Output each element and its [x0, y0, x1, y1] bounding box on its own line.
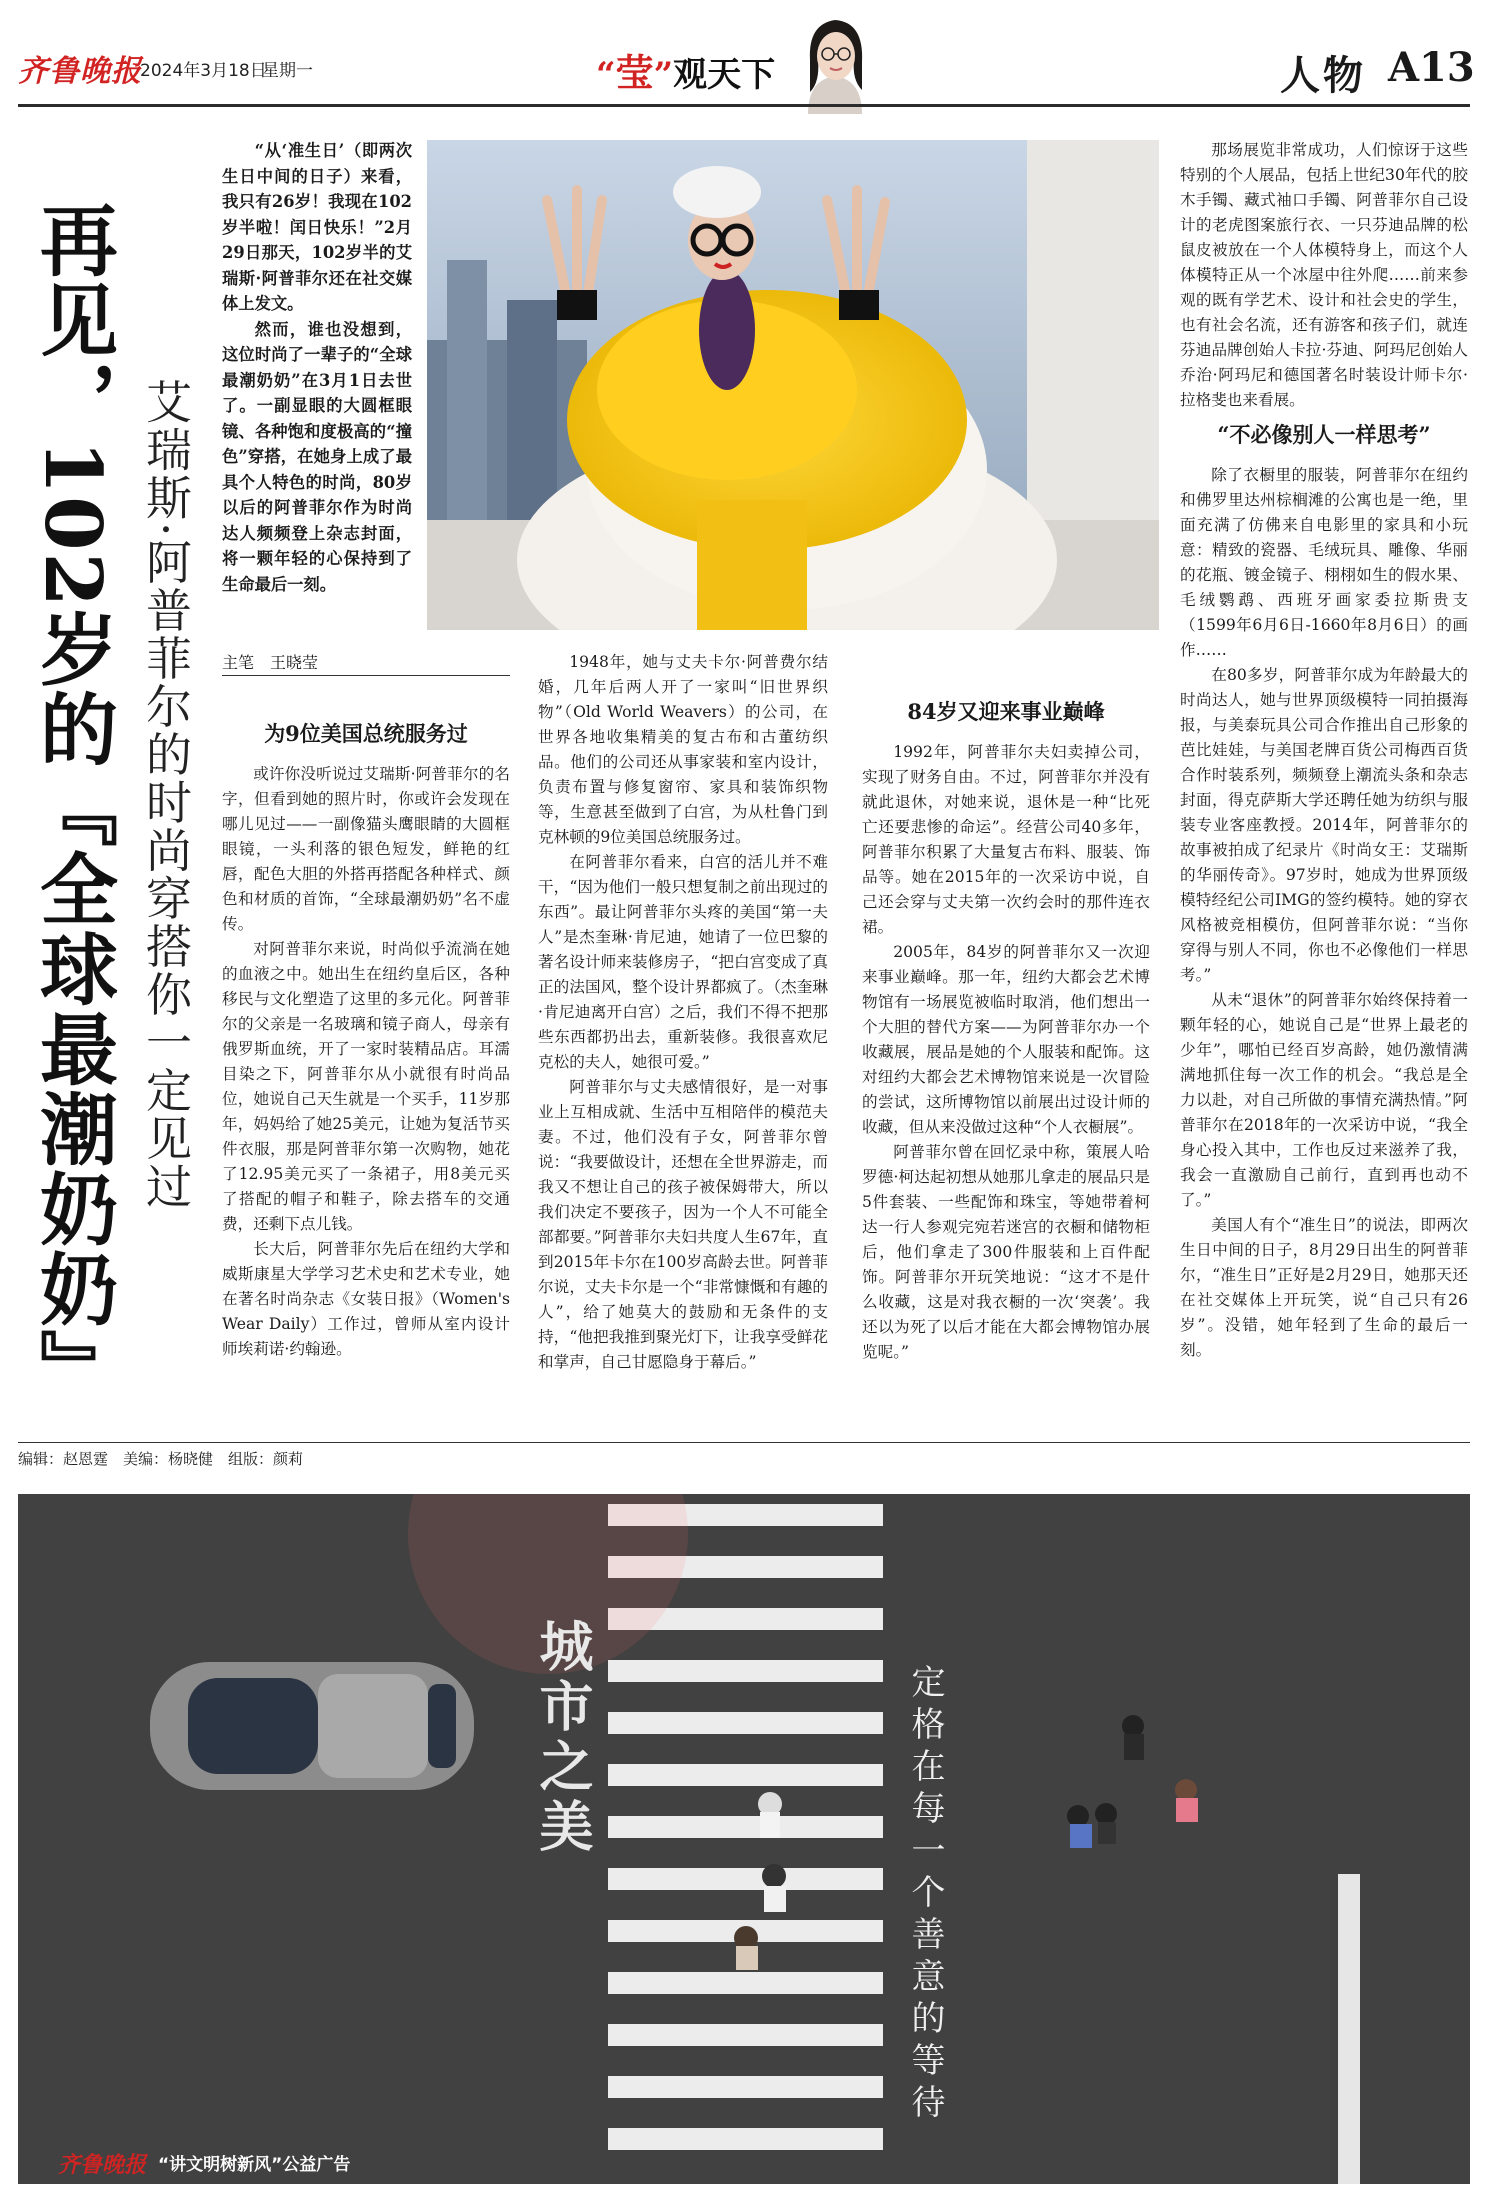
issue-date: 2024年3月18日 — [140, 61, 267, 81]
column-brand — [596, 42, 775, 97]
columnist-portrait — [790, 10, 880, 114]
paragraph: 在80多岁，阿普菲尔成为年龄最大的时尚达人，她与世界顶级模特一同拍摄海报，与美泰玩具公司合作推出自己形象的芭比娃娃，与美国老牌百货公司梅西百货合作时装系列，频频登上潮流头条和杂志封面，得克萨斯大学还聘任她为纺织与服装专业客座教授。2014年，阿普菲尔的故事被拍成了纪录片《时尚女王：艾瑞斯的华丽传奇》。97岁时，她成为世界顶级模特经纪公司IMG的签约模特。她的穿衣风格被竞相模仿，但阿普菲尔说：“当你穿得与别人不同，你也不必像他们一样思考。” — [1180, 666, 1468, 984]
lead-paragraph-2: 然而，谁也没想到，这位时尚了一辈子的“全球最潮奶奶”在3月1日去世了。一副显眼的大圆框眼镜、各种饱和度极高的“撞色”穿搭，在她身上成了最具个人特色的时尚，80岁以后的阿普菲尔作为时尚达人频频登上杂志封面，将一颗年轻的心保持到了生命最后一刻。 — [222, 319, 412, 594]
paragraph: 美国人有个“准生日”的说法，即两次生日中间的日子，8月29日出生的阿普菲尔，“准生日”正好是2月29日，她那天还在社交媒体上开玩笑，说“自己只有26岁”。没错，她年轻到了生命的最后一刻。 — [1180, 1216, 1468, 1359]
iris-apfel-photo — [427, 140, 1159, 630]
paragraph: 从未“退休”的阿普菲尔始终保持着一颗年轻的心，她说自己是“世界上最老的少年”，哪怕已经百岁高龄，她仍激情满满地抓住每一次工作的机会。“我总是全力以赴，对自己所做的事情充满热情。”阿普菲尔在2018年的一次采访中说，“我全身心投入其中，工作也反过来滋养了我，我会一直激励自己前行，直到再也动不了。” — [1180, 991, 1468, 1209]
paragraph: 对阿普菲尔来说，时尚似乎流淌在她的血液之中。她出生在纽约皇后区，各种移民与文化塑造了这里的多元化。阿普菲尔的父亲是一名玻璃和镜子商人，母亲有俄罗斯血统，开了一家时装精品店。耳濡目染之下，阿普菲尔从小就很有时尚品位，她说自己天生就是一个买手，11岁那年，妈妈给了她25美元，让她为复活节买件衣服，那是阿普菲尔第一次购物，她花了12.95美元买了一条裙子，用8美元买了搭配的帽子和鞋子，除去搭车的交通费，还剩下点儿钱。 — [222, 940, 510, 1233]
ad-label: “讲文明树新风”公益广告 — [158, 2155, 351, 2175]
newspaper-logo: 齐鲁晚报 — [18, 54, 142, 89]
section-title-2: 84岁又迎来事业巅峰 — [907, 699, 1105, 724]
paragraph: 1992年，阿普菲尔夫妇卖掉公司，实现了财务自由。不过，阿普菲尔并没有就此退休，对她来说，退休是一种“比死亡还要悲惨的命运”。经营公司40多年，阿普菲尔积累了大量复古布料、服装、饰品等。她在2015年的一次采访中说，自己还会穿与丈夫第一次约会时的那件连衣裙。 — [862, 743, 1150, 936]
section-title-1: 为9位美国总统服务过 — [264, 721, 468, 746]
column-2 — [538, 650, 828, 1375]
paragraph: 长大后，阿普菲尔先后在纽约大学和威斯康星大学学习艺术史和艺术专业，她在著名时尚杂志《女装日报》（Women's Wear Daily）工作过，曾师从室内设计师埃莉诺·约翰逊。 — [222, 1240, 510, 1358]
public-service-ad-photo — [18, 1494, 1470, 2184]
column-brand-char: 莹 — [615, 50, 654, 95]
section-title-3: “不必像别人一样思考” — [1217, 422, 1431, 447]
paragraph: 2005年，84岁的阿普菲尔又一次迎来事业巅峰。那一年，纽约大都会艺术博物馆有一场展览被临时取消，他们想出一个大胆的替代方案——为阿普菲尔办一个收藏展，展品是她的个人服装和配饰。这对纽约大都会艺术博物馆来说是一次冒险的尝试，这所博物馆以前展出过设计师的收藏，但从来没做过这种“个人衣橱展”。 — [862, 943, 1150, 1136]
column-brand-rest: 观天下 — [673, 55, 776, 95]
paragraph: 除了衣橱里的服装，阿普菲尔在纽约和佛罗里达州棕榈滩的公寓也是一绝，里面充满了仿佛来自电影里的家具和小玩意：精致的瓷器、毛绒玩具、雕像、华丽的花瓶、镀金镜子、栩栩如生的假水果、毛绒鹦鹉、西班牙画家委拉斯贵支（1599年6月6日-1660年8月6日）的画作…… — [1180, 466, 1468, 659]
column-1 — [222, 712, 510, 1362]
column-quote-open: “ — [596, 55, 616, 95]
column-quote-close: ” — [653, 55, 674, 95]
header-rule — [18, 104, 1470, 107]
section-name: 人物 — [1280, 52, 1366, 99]
paragraph: 那场展览非常成功，人们惊讶于这些特别的个人展品，包括上世纪30年代的胶木手镯、藏式袖口手镯、阿普菲尔自己设计的老虎图案旅行衣、一只芬迪品牌的松鼠皮被放在一个人体模特身上，而这个人体模特正从一个冰屋中往外爬……前来参观的既有学艺术、设计和社会史的学生，也有社会名流，还有游客和孩子们，就连芬迪品牌创始人卡拉·芬迪、阿玛尼创始人乔治·阿玛尼和德国著名时装设计师卡尔·拉格斐也来看展。 — [1180, 141, 1468, 409]
lead-paragraph-1: “从‘准生日’（即两次生日中间的日子）来看，我只有26岁！我现在102岁半啦！闰日快乐！”2月29日那天，102岁半的艾瑞斯·阿普菲尔还在社交媒体上发文。 — [222, 141, 412, 313]
paragraph: 1948年，她与丈夫卡尔·阿普费尔结婚，几年后两人开了一家叫“旧世界织物”（Old World Weavers）的公司，在世界各地收集精美的复古布和古董纺织品。他们的公司还从事家装和室内设计，负责布置与修复窗帘、家具和装饰织物等，生意甚至做到了白宫，为从杜鲁门到克林顿的9位美国总统服务过。 — [538, 653, 828, 846]
paragraph: 或许你没听说过艾瑞斯·阿普菲尔的名字，但看到她的照片时，你或许会发现在哪儿见过——一副像猫头鹰眼睛的大圆框眼镜，一头利落的银色短发，鲜艳的红唇，配色大胆的外搭再搭配各种样式、颜色和材质的首饰，“全球最潮奶奶”名不虚传。 — [222, 765, 510, 933]
ad-newspaper-logo: 齐鲁晚报 — [58, 2152, 147, 2178]
ad-slogan: 定格在每一个善意的等待 — [905, 1664, 945, 2126]
editor-credits: 编辑：赵恩霆 美编：杨晓健 组版：颜莉 — [18, 1450, 304, 1468]
lead-column — [222, 138, 412, 597]
paragraph: 阿普菲尔与丈夫感情很好，是一对事业上互相成就、生活中互相陪伴的模范夫妻。不过，他们没有子女，阿普菲尔曾说：“我要做设计，还想在全世界游走，而我又不想让自己的孩子被保姆带大，所以我们决定不要孩子，因为一个人不可能全部都要。”阿普菲尔夫妇共度人生67年，直到2015年卡尔在100岁高龄去世。阿普菲尔说，丈夫卡尔是一个“非常慷慨和有趣的人”，给了她莫大的鼓励和无条件的支持，“他把我推到聚光灯下，让我享受鲜花和掌声，自己甘愿隐身于幕后。” — [538, 1078, 828, 1371]
column-3 — [862, 690, 1150, 1365]
ad-title: 城市之美 — [531, 1618, 595, 1858]
byline: 主笔 王晓莹 — [222, 653, 319, 672]
headline: 再见，102岁的『全球最潮奶奶』 — [27, 200, 118, 1409]
paragraph: 在阿普菲尔看来，白宫的活儿并不难干，“因为他们一般只想复制之前出现过的东西”。最让阿普菲尔头疼的美国“第一夫人”是杰奎琳·肯尼迪，她请了一位巴黎的著名设计师来装修房子，“把白宫变成了真正的法国风，整个设计界都疯了。（杰奎琳·肯尼迪离开白宫）之后，我们不得不把那些东西都扔出去，重新装修。我很喜欢尼克松的夫人，她很可爱。” — [538, 853, 828, 1071]
footer-rule — [18, 1442, 1470, 1443]
byline-rule — [222, 675, 510, 676]
issue-weekday: 星期一 — [262, 61, 313, 81]
column-4 — [1180, 138, 1468, 1363]
paragraph: 阿普菲尔曾在回忆录中称，策展人哈罗德·柯达起初想从她那儿拿走的展品只是5件套装、一些配饰和珠宝，等她带着柯达一行人参观完宛若迷宫的衣橱和储物柜后，他们拿走了300件服装和上百件配饰。阿普菲尔开玩笑地说：“这才不是什么收藏，这是对我衣橱的一次‘突袭’。我还以为死了以后才能在大都会博物馆办展览呢。” — [862, 1143, 1150, 1361]
subheadline: 艾瑞斯·阿普菲尔的时尚穿搭你一定见过 — [139, 378, 193, 1211]
page-number: A13 — [1388, 44, 1475, 91]
